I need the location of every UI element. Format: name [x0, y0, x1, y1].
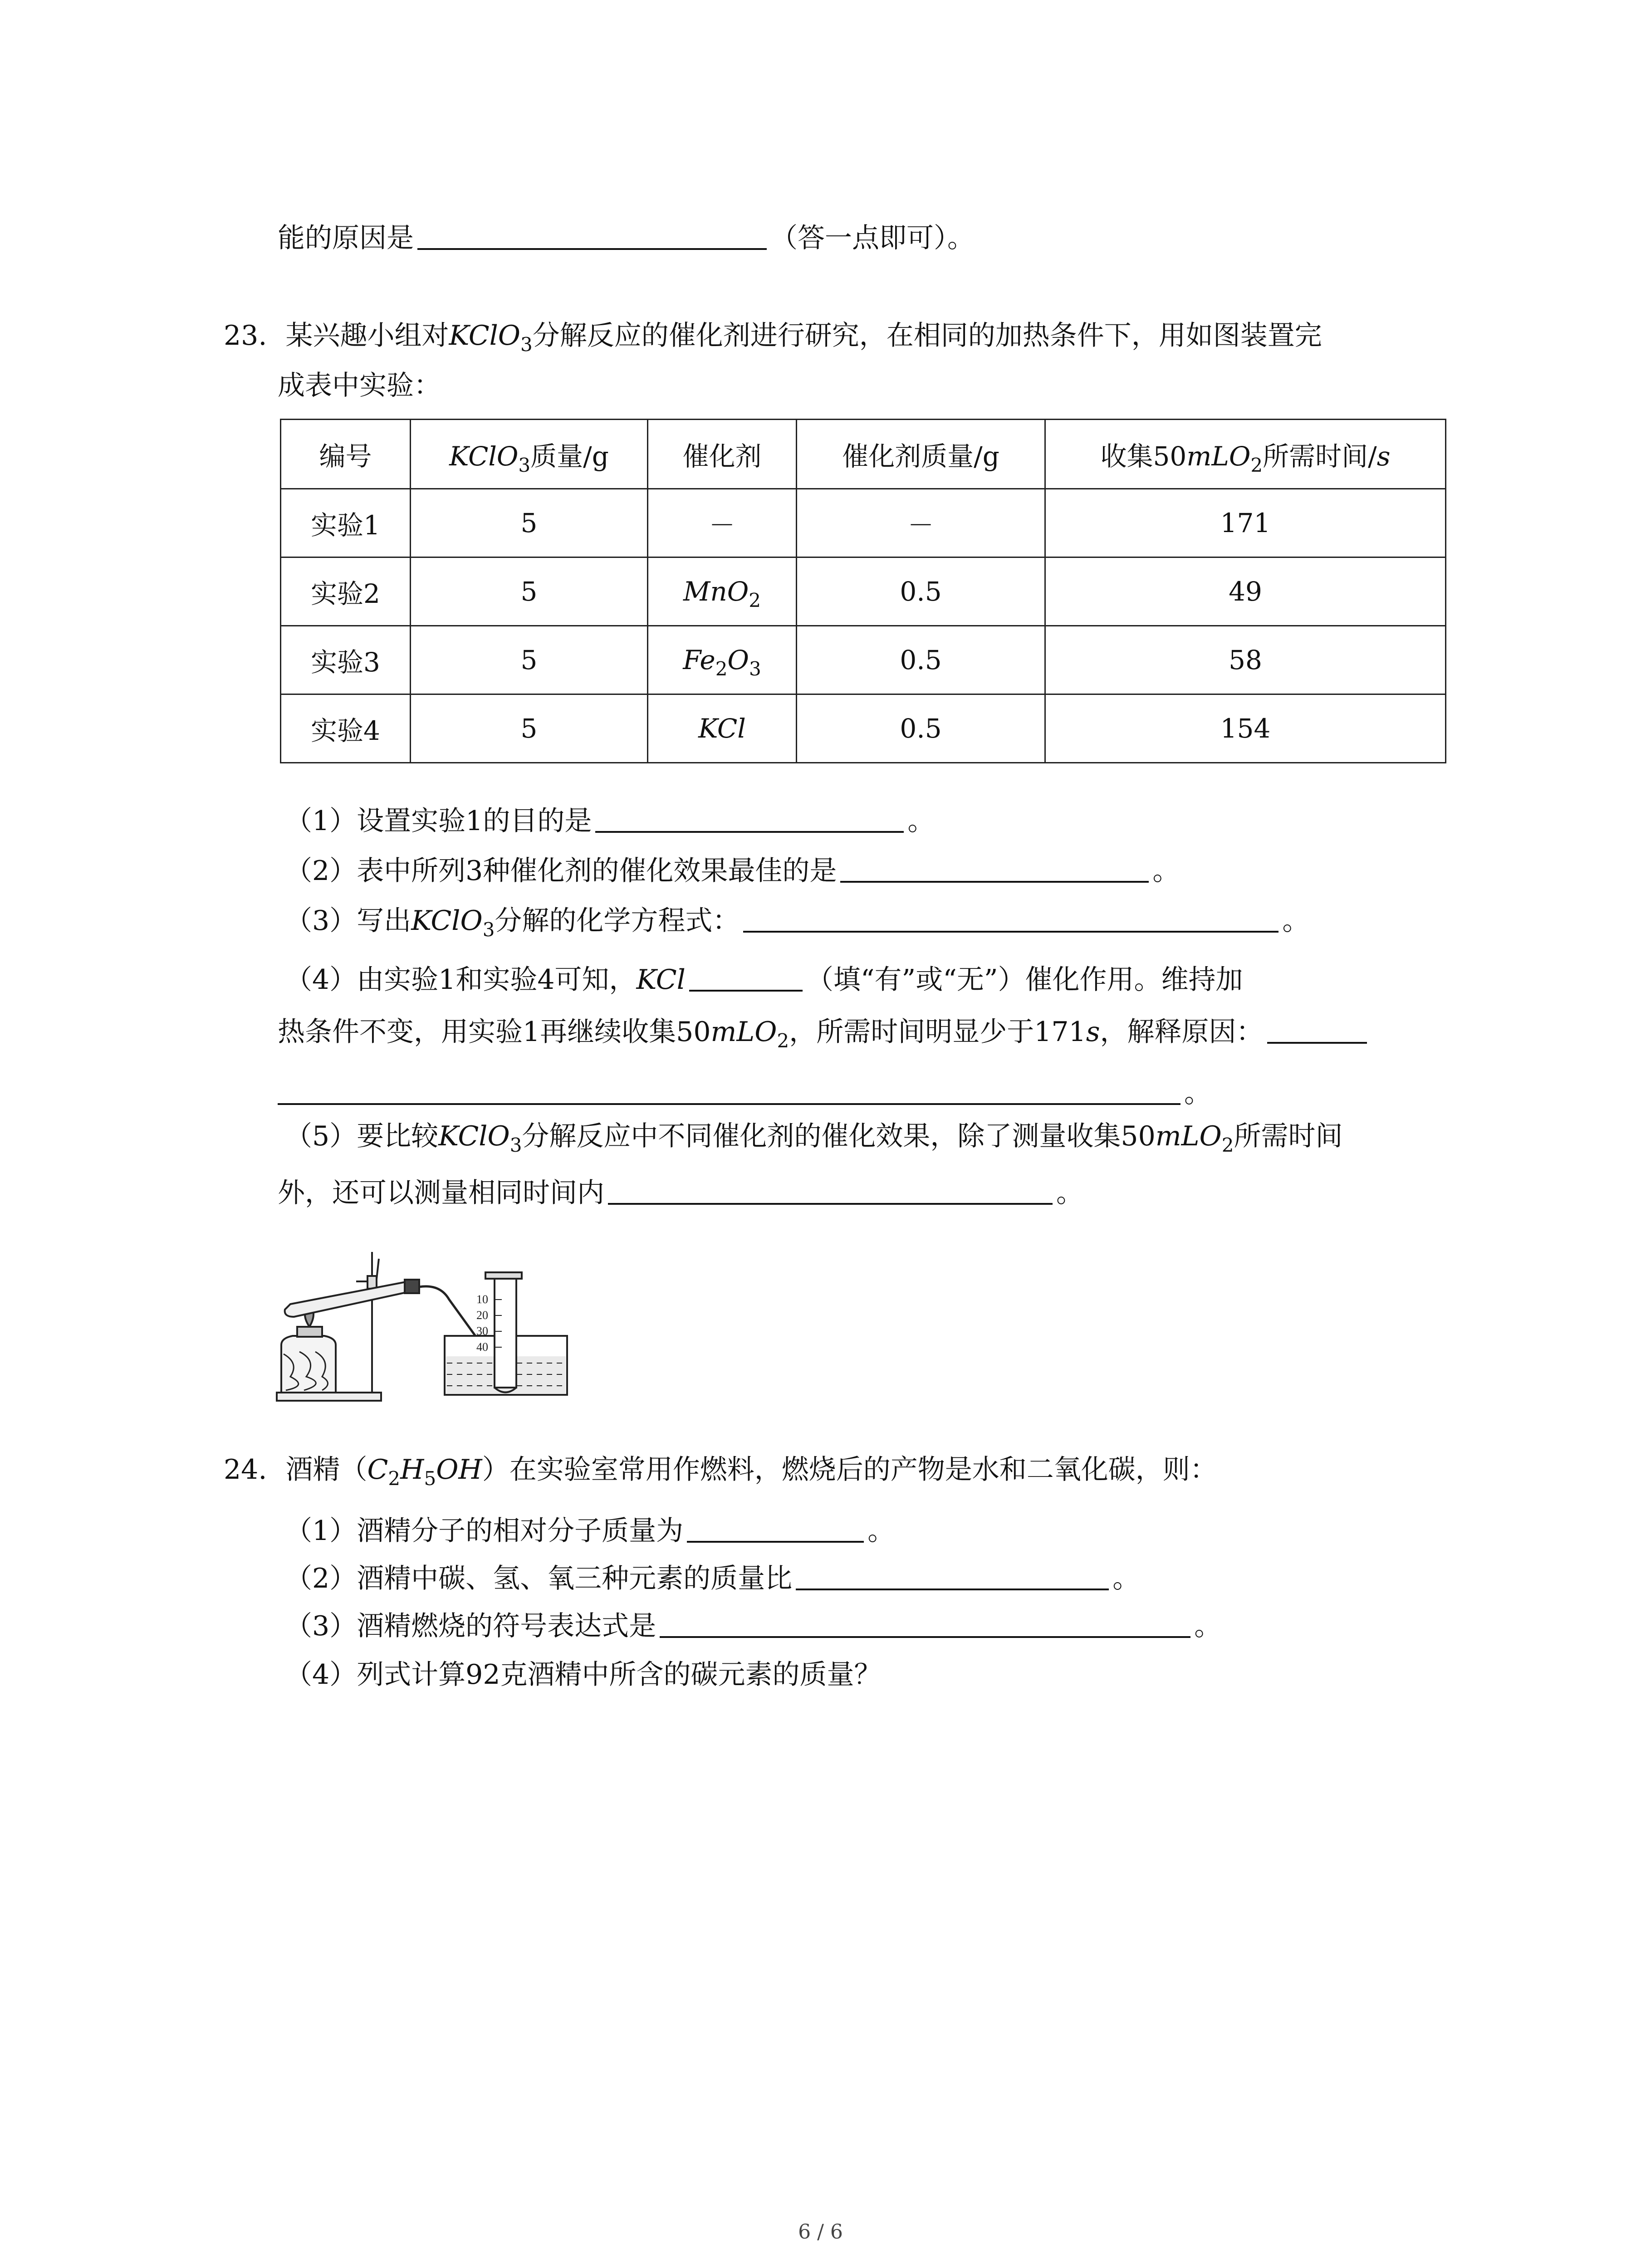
scale-label-20: 20 [476, 1309, 488, 1322]
cylinder-scale [476, 1293, 488, 1354]
cell-mass: 5 [411, 626, 648, 694]
q23-part5: （5）要比较KClO$_3$分解反应中不同催化剂的催化效果，除了测量收集50mLO$_2$所需时间 [285, 1120, 1343, 1156]
q23-part4-line2: 热条件不变，用实验1再继续收集50mLO$_2$，所需时间明显少于171s，解释原因： [278, 1014, 1371, 1050]
cell-time: 58 [1045, 626, 1446, 694]
q23-part3: （3）写出KClO$_3$分解的化学方程式： 。 [285, 903, 1309, 939]
test-tube [285, 1259, 419, 1317]
cell-mass: 5 [411, 489, 648, 557]
q23-part5-line2: 外，还可以测量相同时间内 。 [278, 1175, 1083, 1211]
cell-id: 实验4 [281, 694, 411, 763]
answer-blank[interactable] [595, 803, 904, 833]
q23-intro: 23. 某兴趣小组对KClO$_3$分解反应的催化剂进行研究，在相同的加热条件下，用如图装置完 [224, 320, 1322, 356]
answer-blank[interactable] [840, 853, 1149, 883]
col-header-catalyst-mass: 催化剂质量/g [797, 420, 1045, 489]
q24-part1: （1）酒精分子的相对分子质量为 。 [285, 1513, 895, 1549]
q24-part4: （4）列式计算92克酒精中所含的碳元素的质量？ [285, 1659, 882, 1691]
cell-catalyst: MnO$_2$ [648, 557, 797, 626]
q23-part2: （2）表中所列3种催化剂的催化效果最佳的是 。 [285, 853, 1180, 889]
q24-part3: （3）酒精燃烧的符号表达式是 。 [285, 1608, 1221, 1644]
page-number: 6 / 6 [798, 2220, 843, 2244]
cell-time: 171 [1045, 489, 1446, 557]
scale-label-10: 10 [476, 1293, 488, 1306]
alcohol-lamp [281, 1304, 336, 1393]
col-header-id: 编号 [281, 420, 411, 489]
table-row [281, 626, 1446, 694]
answer-blank[interactable] [608, 1175, 1053, 1205]
cell-time: 49 [1045, 557, 1446, 626]
cell-catalyst-mass: 0.5 [797, 557, 1045, 626]
cell-catalyst: KCl [648, 694, 797, 763]
apparatus-figure [272, 1241, 572, 1404]
table-header-row [281, 420, 1446, 489]
cell-catalyst-mass: － [797, 489, 1045, 557]
cell-catalyst: $Fe_2O_3$ [648, 626, 797, 694]
q24-intro: 24. 酒精$(C_2H_5OH)$在实验室常用作燃料，燃烧后的产物是水和二氧化碳，则： [224, 1454, 1217, 1490]
cell-mass: 5 [411, 557, 648, 626]
answer-blank[interactable] [687, 1513, 864, 1543]
q23-part4-line3: 。 [278, 1075, 1211, 1111]
answer-blank[interactable] [278, 1075, 1181, 1105]
cell-time: 154 [1045, 694, 1446, 763]
cell-catalyst-mass: 0.5 [797, 626, 1045, 694]
answer-blank[interactable] [796, 1560, 1109, 1590]
cell-catalyst-mass: 0.5 [797, 694, 1045, 763]
q23-part4: （4）由实验1和实验4可知，KCl （填“有”或“无”）催化作用。维持加 [285, 962, 1243, 998]
answer-blank[interactable] [1267, 1014, 1367, 1044]
table-row [281, 557, 1446, 626]
table-row [281, 694, 1446, 763]
q24-part2: （2）酒精中碳、氢、氧三种元素的质量比 。 [285, 1560, 1140, 1597]
cell-mass: 5 [411, 694, 648, 763]
cell-id: 实验2 [281, 557, 411, 626]
scale-label-30: 30 [476, 1325, 488, 1338]
answer-blank[interactable] [689, 962, 803, 992]
col-header-mass: KClO$_3$质量/g [411, 420, 648, 489]
cell-id: 实验3 [281, 626, 411, 694]
answer-blank[interactable] [660, 1608, 1190, 1638]
cell-id: 实验1 [281, 489, 411, 557]
q23-part1: （1）设置实验1的目的是 。 [285, 803, 935, 839]
answer-blank[interactable] [417, 220, 767, 250]
scale-label-40: 40 [476, 1340, 488, 1354]
q23-intro-line2: 成表中实验： [278, 370, 441, 401]
experiment-table [280, 419, 1446, 763]
answer-blank[interactable] [743, 903, 1279, 933]
col-header-time: 收集50mLO$_2$所需时间/s [1045, 420, 1446, 489]
col-header-catalyst: 催化剂 [648, 420, 797, 489]
cell-catalyst: － [648, 489, 797, 557]
q22-tail: 能的原因是 （答一点即可）。 [278, 220, 975, 256]
table-row [281, 489, 1446, 557]
